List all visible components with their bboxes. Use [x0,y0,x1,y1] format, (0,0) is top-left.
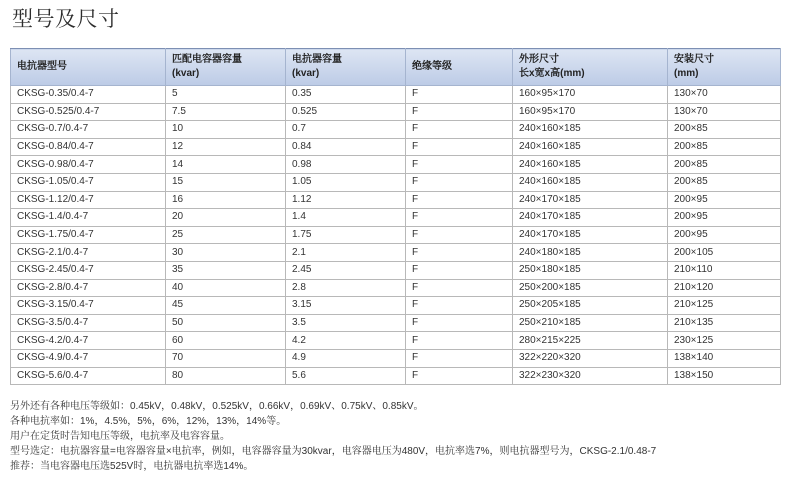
header-capacitor-capacity-unit: (kvar) [172,68,200,79]
cell-reactor-capacity: 4.9 [286,349,406,367]
cell-reactor-capacity: 1.05 [286,173,406,191]
cell-model: CKSG-0.35/0.4-7 [11,86,166,104]
cell-model: CKSG-5.6/0.4-7 [11,367,166,385]
cell-mounting-dimensions: 200×85 [668,121,781,139]
notes [10,399,780,474]
cell-outline-dimensions: 250×200×185 [513,279,668,297]
cell-mounting-dimensions: 200×105 [668,244,781,262]
cell-insulation-class: F [406,314,513,332]
cell-mounting-dimensions: 200×95 [668,209,781,227]
cell-reactor-capacity: 2.1 [286,244,406,262]
cell-insulation-class: F [406,173,513,191]
header-outline-dimensions-label: 外形尺寸 [519,54,559,65]
header-reactor-capacity [286,49,406,86]
cell-reactor-capacity: 1.12 [286,191,406,209]
cell-model: CKSG-1.05/0.4-7 [11,173,166,191]
cell-capacitor-capacity: 15 [166,173,286,191]
cell-model: CKSG-3.15/0.4-7 [11,297,166,315]
table-header [11,49,781,86]
cell-reactor-capacity: 3.15 [286,297,406,315]
cell-mounting-dimensions: 200×85 [668,156,781,174]
cell-insulation-class: F [406,367,513,385]
cell-model: CKSG-2.1/0.4-7 [11,244,166,262]
note-reactance-ratios: 各种电抗率如：1%，4.5%，5%，6%，12%，13%，14%等。 [10,416,287,427]
header-mounting-dimensions-label: 安装尺寸 [674,54,714,65]
cell-capacitor-capacity: 60 [166,332,286,350]
cell-capacitor-capacity: 35 [166,261,286,279]
cell-capacitor-capacity: 30 [166,244,286,262]
cell-reactor-capacity: 5.6 [286,367,406,385]
cell-reactor-capacity: 0.84 [286,138,406,156]
cell-capacitor-capacity: 80 [166,367,286,385]
cell-capacitor-capacity: 10 [166,121,286,139]
header-row [11,49,781,86]
cell-insulation-class: F [406,138,513,156]
cell-model: CKSG-0.525/0.4-7 [11,103,166,121]
cell-insulation-class: F [406,156,513,174]
table-row [11,349,781,367]
cell-insulation-class: F [406,103,513,121]
header-capacitor-capacity-label: 匹配电容器容量 [172,54,242,65]
cell-reactor-capacity: 0.35 [286,86,406,104]
cell-outline-dimensions: 250×205×185 [513,297,668,315]
cell-mounting-dimensions: 230×125 [668,332,781,350]
header-outline-dimensions-unit: 长x宽x高(mm) [519,68,585,79]
header-reactor-capacity-label: 电抗器容量 [292,54,342,65]
table-row [11,191,781,209]
cell-mounting-dimensions: 130×70 [668,103,781,121]
cell-outline-dimensions: 322×230×320 [513,367,668,385]
table-row [11,332,781,350]
table-row [11,209,781,227]
cell-mounting-dimensions: 210×135 [668,314,781,332]
table-row [11,261,781,279]
cell-mounting-dimensions: 210×125 [668,297,781,315]
cell-outline-dimensions: 160×95×170 [513,86,668,104]
cell-capacitor-capacity: 45 [166,297,286,315]
header-model [11,49,166,86]
cell-mounting-dimensions: 210×110 [668,261,781,279]
cell-mounting-dimensions: 200×85 [668,138,781,156]
cell-mounting-dimensions: 200×85 [668,173,781,191]
cell-insulation-class: F [406,191,513,209]
cell-model: CKSG-1.4/0.4-7 [11,209,166,227]
cell-reactor-capacity: 1.75 [286,226,406,244]
cell-capacitor-capacity: 20 [166,209,286,227]
cell-mounting-dimensions: 130×70 [668,86,781,104]
cell-capacitor-capacity: 40 [166,279,286,297]
header-model-label: 电抗器型号 [17,61,67,72]
cell-outline-dimensions: 240×170×185 [513,209,668,227]
cell-reactor-capacity: 3.5 [286,314,406,332]
header-insulation-class [406,49,513,86]
cell-capacitor-capacity: 7.5 [166,103,286,121]
table-row [11,86,781,104]
cell-insulation-class: F [406,297,513,315]
spec-table [10,48,781,385]
cell-model: CKSG-2.8/0.4-7 [11,279,166,297]
cell-outline-dimensions: 280×215×225 [513,332,668,350]
cell-outline-dimensions: 322×220×320 [513,349,668,367]
cell-model: CKSG-2.45/0.4-7 [11,261,166,279]
cell-reactor-capacity: 4.2 [286,332,406,350]
cell-reactor-capacity: 2.8 [286,279,406,297]
table-row [11,121,781,139]
cell-model: CKSG-0.98/0.4-7 [11,156,166,174]
header-capacitor-capacity [166,49,286,86]
table-row [11,156,781,174]
cell-model: CKSG-0.7/0.4-7 [11,121,166,139]
cell-outline-dimensions: 250×210×185 [513,314,668,332]
cell-insulation-class: F [406,244,513,262]
table-row [11,279,781,297]
table-row [11,367,781,385]
cell-insulation-class: F [406,86,513,104]
table-row [11,297,781,315]
cell-capacitor-capacity: 25 [166,226,286,244]
cell-capacitor-capacity: 5 [166,86,286,104]
cell-outline-dimensions: 240×170×185 [513,226,668,244]
table-row [11,103,781,121]
cell-model: CKSG-4.2/0.4-7 [11,332,166,350]
cell-insulation-class: F [406,121,513,139]
page-title: 型号及尺寸 [12,8,120,31]
cell-model: CKSG-0.84/0.4-7 [11,138,166,156]
cell-outline-dimensions: 240×160×185 [513,121,668,139]
cell-outline-dimensions: 240×160×185 [513,156,668,174]
cell-capacitor-capacity: 70 [166,349,286,367]
note-model-selection: 型号选定：电抗器容量=电容器容量×电抗率，例如，电容器容量为30kvar，电容器电压为480V，电抗率选7%，则电抗器型号为，CKSG-2.1/0.48-7 [10,446,657,457]
table-body [11,86,781,385]
header-mounting-dimensions-unit: (mm) [674,68,699,79]
cell-reactor-capacity: 0.7 [286,121,406,139]
cell-capacitor-capacity: 12 [166,138,286,156]
cell-insulation-class: F [406,226,513,244]
cell-insulation-class: F [406,279,513,297]
cell-mounting-dimensions: 138×150 [668,367,781,385]
cell-insulation-class: F [406,261,513,279]
cell-capacitor-capacity: 16 [166,191,286,209]
cell-outline-dimensions: 240×160×185 [513,138,668,156]
table-row [11,244,781,262]
table-row [11,226,781,244]
header-reactor-capacity-unit: (kvar) [292,68,320,79]
cell-reactor-capacity: 0.525 [286,103,406,121]
cell-reactor-capacity: 1.4 [286,209,406,227]
cell-outline-dimensions: 160×95×170 [513,103,668,121]
cell-mounting-dimensions: 200×95 [668,226,781,244]
cell-capacitor-capacity: 14 [166,156,286,174]
table-row [11,314,781,332]
header-outline-dimensions [513,49,668,86]
cell-insulation-class: F [406,209,513,227]
note-ordering-info: 用户在定货时告知电压等级，电抗率及电容容量。 [10,431,230,442]
header-insulation-class-label: 绝缘等级 [412,61,452,72]
cell-reactor-capacity: 0.98 [286,156,406,174]
note-voltage-levels: 另外还有各种电压等级如：0.45kV，0.48kV，0.525kV，0.66kV，0.69kV、0.75kV、0.85kV。 [10,401,424,412]
table-row [11,138,781,156]
table-row [11,173,781,191]
cell-mounting-dimensions: 210×120 [668,279,781,297]
cell-outline-dimensions: 240×170×185 [513,191,668,209]
cell-outline-dimensions: 240×160×185 [513,173,668,191]
cell-model: CKSG-1.75/0.4-7 [11,226,166,244]
cell-outline-dimensions: 250×180×185 [513,261,668,279]
cell-capacitor-capacity: 50 [166,314,286,332]
cell-mounting-dimensions: 138×140 [668,349,781,367]
cell-insulation-class: F [406,349,513,367]
header-mounting-dimensions [668,49,781,86]
note-recommendation: 推荐：当电容器电压选525V时，电抗器电抗率选14%。 [10,461,254,472]
cell-insulation-class: F [406,332,513,350]
cell-mounting-dimensions: 200×95 [668,191,781,209]
cell-model: CKSG-1.12/0.4-7 [11,191,166,209]
cell-outline-dimensions: 240×180×185 [513,244,668,262]
cell-model: CKSG-4.9/0.4-7 [11,349,166,367]
cell-model: CKSG-3.5/0.4-7 [11,314,166,332]
cell-reactor-capacity: 2.45 [286,261,406,279]
